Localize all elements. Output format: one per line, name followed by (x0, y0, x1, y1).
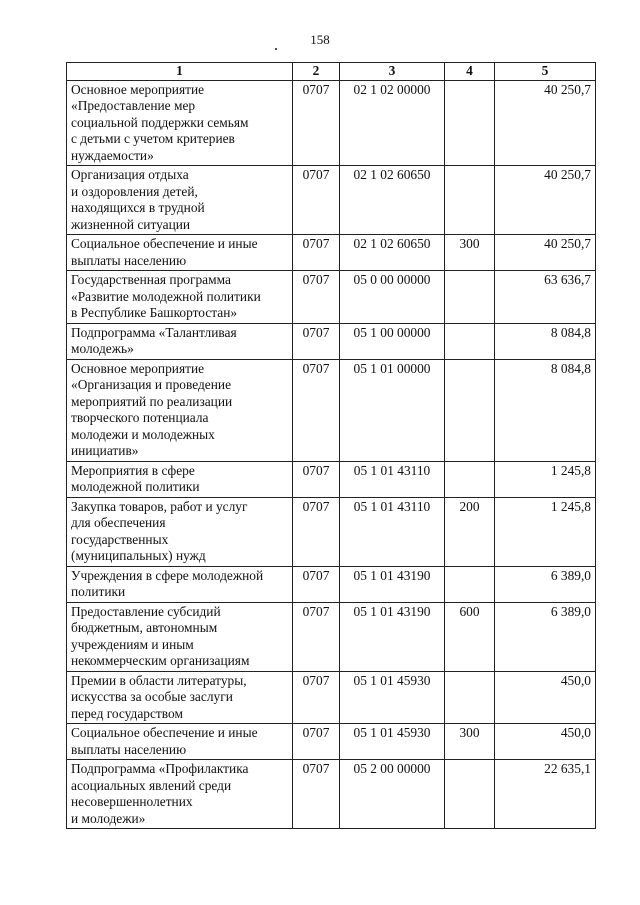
cell-target-code-text: 05 2 00 00000 (353, 761, 431, 776)
cell-expense-type (445, 671, 495, 724)
cell-name (67, 80, 293, 166)
cell-expense-type (445, 602, 495, 671)
header-col-2: 2 (293, 63, 340, 81)
page-number: 158 (310, 32, 330, 47)
cell-target-code-text: 05 1 01 43110 (353, 498, 431, 514)
table-row (67, 566, 596, 602)
cell-target-code (340, 235, 445, 271)
cell-section-code (293, 760, 340, 829)
cell-expense-type-text: 600 (459, 603, 480, 619)
cell-section-code (293, 566, 340, 602)
cell-section-code (293, 166, 340, 235)
cell-amount-text: 8 084,8 (550, 360, 591, 376)
cell-target-code (340, 271, 445, 324)
cell-name-text: Мероприятия в сфере молодежной политики (71, 462, 200, 494)
cell-section-code-text: 0707 (302, 567, 330, 583)
cell-expense-type (445, 166, 495, 235)
cell-section-code-text: 0707 (302, 725, 330, 740)
cell-section-code-text: 0707 (302, 761, 330, 776)
cell-amount (495, 80, 596, 166)
cell-name-text: Социальное обеспечение и иные выплаты населению (71, 236, 258, 268)
cell-section-code-text: 0707 (302, 672, 330, 688)
cell-name-text: Социальное обеспечение и иные выплаты населению (71, 725, 258, 757)
cell-amount-text: 40 250,7 (544, 81, 591, 97)
cell-name (67, 323, 293, 359)
cell-name-text: Подпрограмма «Профилактика асоциальных явлений среди несовершеннолетних и молодежи» (71, 761, 249, 826)
cell-expense-type-text: 300 (459, 236, 480, 251)
cell-amount-text: 40 250,7 (544, 167, 591, 182)
table-row (67, 323, 596, 359)
table-row (67, 461, 596, 497)
header-col-5: 5 (495, 63, 596, 81)
table-row (67, 271, 596, 324)
cell-amount-text: 22 635,1 (544, 761, 591, 776)
cell-target-code (340, 497, 445, 566)
cell-name-text: Основное мероприятие «Предоставление мер социальной поддержки семьям с детьми с учетом критериев нуждаемости» (71, 81, 249, 163)
cell-expense-type (445, 760, 495, 829)
cell-target-code-text: 02 1 02 60650 (353, 236, 431, 251)
cell-target-code-text: 05 1 01 43190 (353, 603, 431, 619)
cell-expense-type (445, 323, 495, 359)
cell-section-code-text: 0707 (302, 603, 330, 619)
cell-name-text: Государственная программа «Развитие молодежной политики в Республике Башкортостан» (71, 272, 261, 320)
header-col-1: 1 (67, 63, 293, 81)
cell-amount (495, 602, 596, 671)
cell-section-code (293, 359, 340, 461)
cell-amount (495, 566, 596, 602)
cell-amount (495, 724, 596, 760)
table-row (67, 724, 596, 760)
cell-section-code (293, 671, 340, 724)
cell-name-text: Учреждения в сфере молодежной политики (71, 567, 264, 599)
cell-amount-text: 450,0 (560, 672, 591, 688)
cell-name-text: Премии в области литературы, искусства за особые заслуги перед государством (71, 672, 247, 721)
cell-amount-text: 1 245,8 (550, 498, 591, 514)
cell-amount (495, 323, 596, 359)
table-row (67, 80, 596, 166)
scan-speck (275, 48, 277, 50)
table-header-row (67, 63, 596, 81)
cell-target-code (340, 671, 445, 724)
cell-amount-text: 63 636,7 (544, 272, 591, 287)
table-row (67, 359, 596, 461)
cell-section-code (293, 271, 340, 324)
cell-name (67, 760, 293, 829)
cell-name (67, 724, 293, 760)
cell-section-code (293, 323, 340, 359)
cell-target-code (340, 461, 445, 497)
cell-name-text: Подпрограмма «Талантливая молодежь» (71, 324, 237, 356)
cell-amount-text: 450,0 (560, 725, 591, 740)
cell-section-code-text: 0707 (302, 498, 330, 514)
table-body (67, 80, 596, 829)
cell-target-code (340, 359, 445, 461)
cell-amount (495, 497, 596, 566)
cell-target-code (340, 760, 445, 829)
cell-name (67, 602, 293, 671)
cell-name (67, 271, 293, 324)
cell-name-text: Закупка товаров, работ и услуг для обеспечения государственных (муниципальных) нужд (71, 498, 248, 563)
cell-expense-type (445, 497, 495, 566)
cell-amount (495, 461, 596, 497)
table-row (67, 671, 596, 724)
cell-name (67, 566, 293, 602)
table-row (67, 166, 596, 235)
cell-section-code-text: 0707 (302, 324, 330, 340)
cell-expense-type (445, 271, 495, 324)
cell-name (67, 235, 293, 271)
cell-target-code-text: 05 1 01 45930 (353, 725, 431, 740)
cell-name (67, 166, 293, 235)
cell-target-code-text: 05 1 01 45930 (353, 672, 431, 688)
cell-amount-text: 1 245,8 (550, 462, 591, 478)
cell-amount-text: 8 084,8 (550, 324, 591, 340)
cell-expense-type (445, 566, 495, 602)
table-row (67, 760, 596, 829)
cell-target-code-text: 02 1 02 00000 (353, 81, 431, 97)
cell-amount (495, 166, 596, 235)
budget-table (66, 62, 596, 829)
cell-name-text: Основное мероприятие «Организация и проведение мероприятий по реализации творческого потенциала молодежи и молодежных инициатив» (71, 360, 233, 458)
cell-name (67, 497, 293, 566)
cell-amount (495, 271, 596, 324)
cell-target-code-text: 05 1 01 43190 (353, 567, 431, 583)
cell-section-code (293, 235, 340, 271)
cell-name (67, 671, 293, 724)
cell-amount (495, 235, 596, 271)
header-col-4: 4 (445, 63, 495, 81)
cell-section-code (293, 602, 340, 671)
cell-expense-type-text: 200 (459, 498, 480, 514)
cell-name (67, 359, 293, 461)
cell-section-code-text: 0707 (302, 272, 330, 287)
cell-amount (495, 760, 596, 829)
cell-name-text: Организация отдыха и оздоровления детей, находящихся в трудной жизненной ситуации (71, 167, 205, 232)
table-row (67, 235, 596, 271)
cell-name (67, 461, 293, 497)
cell-target-code-text: 05 0 00 00000 (353, 272, 431, 287)
cell-section-code (293, 80, 340, 166)
cell-target-code (340, 566, 445, 602)
cell-section-code-text: 0707 (302, 462, 330, 478)
cell-section-code (293, 724, 340, 760)
cell-amount-text: 6 389,0 (550, 603, 591, 619)
cell-expense-type (445, 235, 495, 271)
table-row (67, 602, 596, 671)
cell-expense-type (445, 359, 495, 461)
header-col-3: 3 (340, 63, 445, 81)
cell-section-code-text: 0707 (302, 81, 330, 97)
cell-target-code (340, 724, 445, 760)
cell-section-code-text: 0707 (302, 360, 330, 376)
cell-amount-text: 6 389,0 (550, 567, 591, 583)
cell-expense-type (445, 80, 495, 166)
cell-expense-type-text: 300 (459, 725, 480, 740)
cell-expense-type (445, 461, 495, 497)
cell-target-code-text: 05 1 01 00000 (353, 360, 431, 376)
cell-target-code-text: 05 1 01 43110 (353, 462, 431, 478)
cell-target-code-text: 02 1 02 60650 (353, 167, 431, 182)
cell-amount-text: 40 250,7 (544, 236, 591, 251)
cell-expense-type (445, 724, 495, 760)
table-row (67, 497, 596, 566)
cell-section-code (293, 461, 340, 497)
cell-name-text: Предоставление субсидий бюджетным, автономным учреждениям и иным некоммерческим организациям (71, 603, 250, 668)
cell-target-code (340, 80, 445, 166)
cell-target-code (340, 323, 445, 359)
cell-section-code-text: 0707 (302, 236, 330, 251)
cell-amount (495, 359, 596, 461)
cell-amount (495, 671, 596, 724)
cell-target-code (340, 602, 445, 671)
cell-target-code (340, 166, 445, 235)
cell-section-code (293, 497, 340, 566)
cell-section-code-text: 0707 (302, 167, 330, 182)
cell-target-code-text: 05 1 00 00000 (353, 324, 431, 340)
